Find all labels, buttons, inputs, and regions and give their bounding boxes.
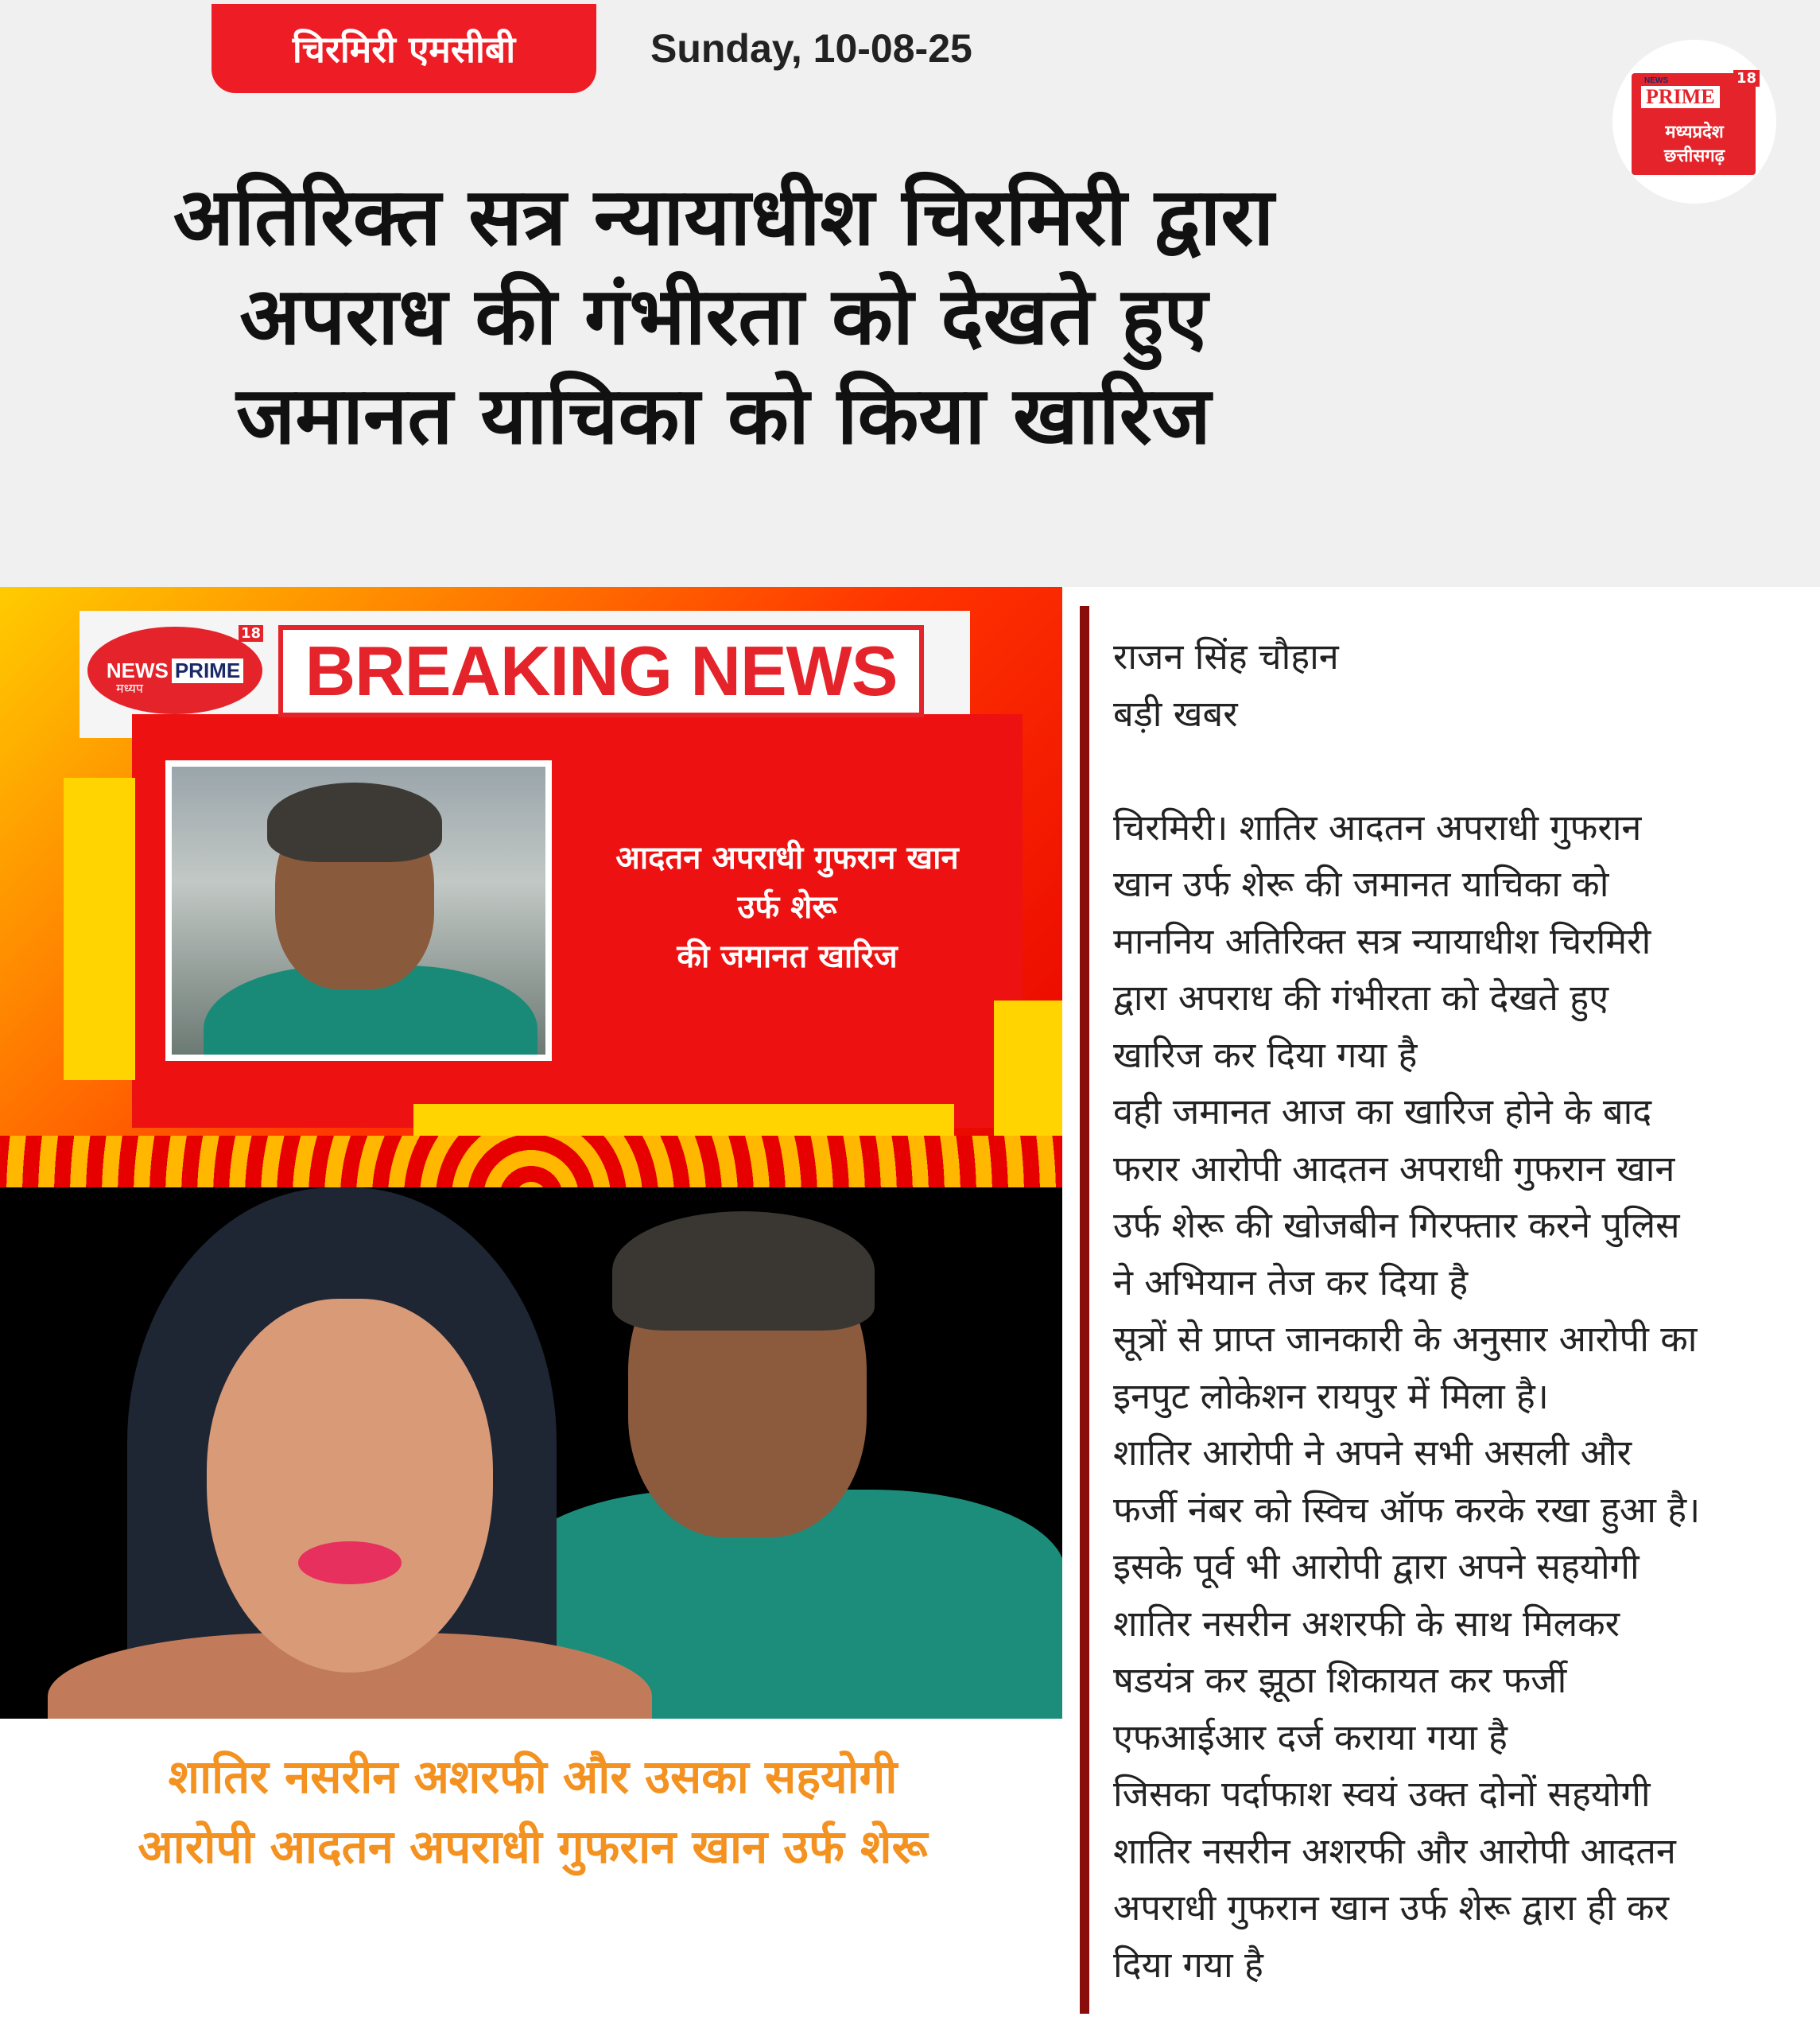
breaking-news-graphic <box>0 587 1062 1187</box>
logo-region-cg: छत्तीसगढ़ <box>1664 146 1725 166</box>
article-line: एफआईआर दर्ज कराया गया है <box>1113 1715 1508 1758</box>
graphic-channel-logo <box>87 627 262 714</box>
column-divider <box>1080 606 1089 2014</box>
headline-line: अपराध की गंभीरता को देखते हुए <box>239 270 1208 363</box>
overlay-line: आदतन अपराधी गुफरान खान <box>615 840 959 876</box>
header-band <box>0 0 1820 587</box>
suspect-photo <box>165 760 552 1061</box>
article-line: इनपुट लोकेशन रायपुर में मिला है। <box>1113 1374 1549 1417</box>
graphic-yellow-bar <box>64 778 135 1080</box>
graphic-flames <box>0 1136 1062 1187</box>
breaking-news-banner: BREAKING NEWS <box>278 625 924 717</box>
article-line: चिरमिरी। शातिर आदतन अपराधी गुफरान <box>1113 806 1642 849</box>
graphic-overlay-text <box>557 833 1018 981</box>
article-line: शातिर नसरीन अशरफी के साथ मिलकर <box>1113 1602 1620 1645</box>
photo-man-hair <box>612 1211 875 1331</box>
photo-woman-face <box>207 1299 493 1673</box>
article-line: माननिय अतिरिक्त सत्र न्यायाधीश चिरमिरी <box>1113 919 1651 962</box>
location-tag: चिरमिरी एमसीबी <box>211 4 596 93</box>
article-line: ने अभियान तेज कर दिया है <box>1113 1261 1469 1304</box>
logo-news-text: NEWS <box>1644 76 1668 85</box>
suspect-photo-image <box>172 767 545 1055</box>
headline-line: जमानत याचिका को किया खारिज <box>236 369 1211 462</box>
article-line: वही जमानत आज का खारिज होने के बाद <box>1113 1090 1652 1133</box>
graphic-logo-prime: PRIME <box>172 659 243 683</box>
graphic-logo-news: NEWS <box>106 658 169 682</box>
article-spacer <box>1113 742 1805 799</box>
graphic-yellow-bar <box>994 1001 1062 1144</box>
article-line: षडयंत्र कर झूठा शिकायत कर फर्जी <box>1113 1659 1567 1701</box>
article-line: इसके पूर्व भी आरोपी द्वारा अपने सहयोगी <box>1113 1545 1640 1587</box>
graphic-logo-sub: मध्यप <box>116 681 143 696</box>
article-line: दिया गया है <box>1113 1943 1263 1986</box>
photo-woman-lips <box>298 1541 402 1584</box>
article-line: फर्जी नंबर को स्विच ऑफ करके रखा हुआ है। <box>1113 1488 1701 1531</box>
article-line: सूत्रों से प्राप्त जानकारी के अनुसार आरोपी का <box>1113 1318 1698 1360</box>
photo-figure-hair <box>267 783 442 862</box>
article-line: अपराधी गुफरान खान उर्फ शेरू द्वारा ही कर <box>1113 1886 1669 1929</box>
article-line: शातिर आरोपी ने अपने सभी असली और <box>1113 1432 1632 1474</box>
headline-line: अतिरिक्त सत्र न्यायाधीश चिरमिरी द्वारा <box>173 170 1275 263</box>
caption-line: शातिर नसरीन अशरफी और उसका सहयोगी <box>168 1750 898 1804</box>
news-prime-logo <box>1612 40 1776 204</box>
article-byline: राजन सिंह चौहान <box>1113 635 1339 678</box>
article-line: उर्फ शेरू की खोजबीन गिरफ्तार करने पुलिस <box>1113 1204 1680 1246</box>
article-line: खारिज कर दिया गया है <box>1113 1033 1418 1076</box>
logo-region-mp: मध्यप्रदेश <box>1665 122 1724 142</box>
overlay-line: उर्फ शेरू <box>737 889 837 926</box>
caption-line: आरोपी आदतन अपराधी गुफरान खान उर्फ शेरू <box>138 1820 928 1874</box>
article-line: फरार आरोपी आदतन अपराधी गुफरान खान <box>1113 1147 1675 1190</box>
accused-photo-pair <box>0 1187 1062 1719</box>
article-line: खान उर्फ शेरू की जमानत याचिका को <box>1113 863 1609 905</box>
article-line: द्वारा अपराध की गंभीरता को देखते हुए <box>1113 977 1609 1019</box>
article-line: जिसका पर्दाफाश स्वयं उक्त दोनों सहयोगी <box>1113 1773 1651 1815</box>
publish-date: Sunday, 10-08-25 <box>650 26 972 71</box>
logo-prime-text: PRIME <box>1641 86 1720 108</box>
article-line: शातिर नसरीन अशरफी और आरोपी आदतन <box>1113 1829 1676 1872</box>
article-kicker: बड़ी खबर <box>1113 692 1238 735</box>
article-body <box>1113 628 1805 1993</box>
logo-18-badge: 18 <box>1733 70 1760 87</box>
headline <box>48 167 1399 465</box>
photo-caption <box>24 1742 1042 1882</box>
overlay-line: की जमानत खारिज <box>677 938 898 975</box>
graphic-logo-18: 18 <box>239 625 263 642</box>
